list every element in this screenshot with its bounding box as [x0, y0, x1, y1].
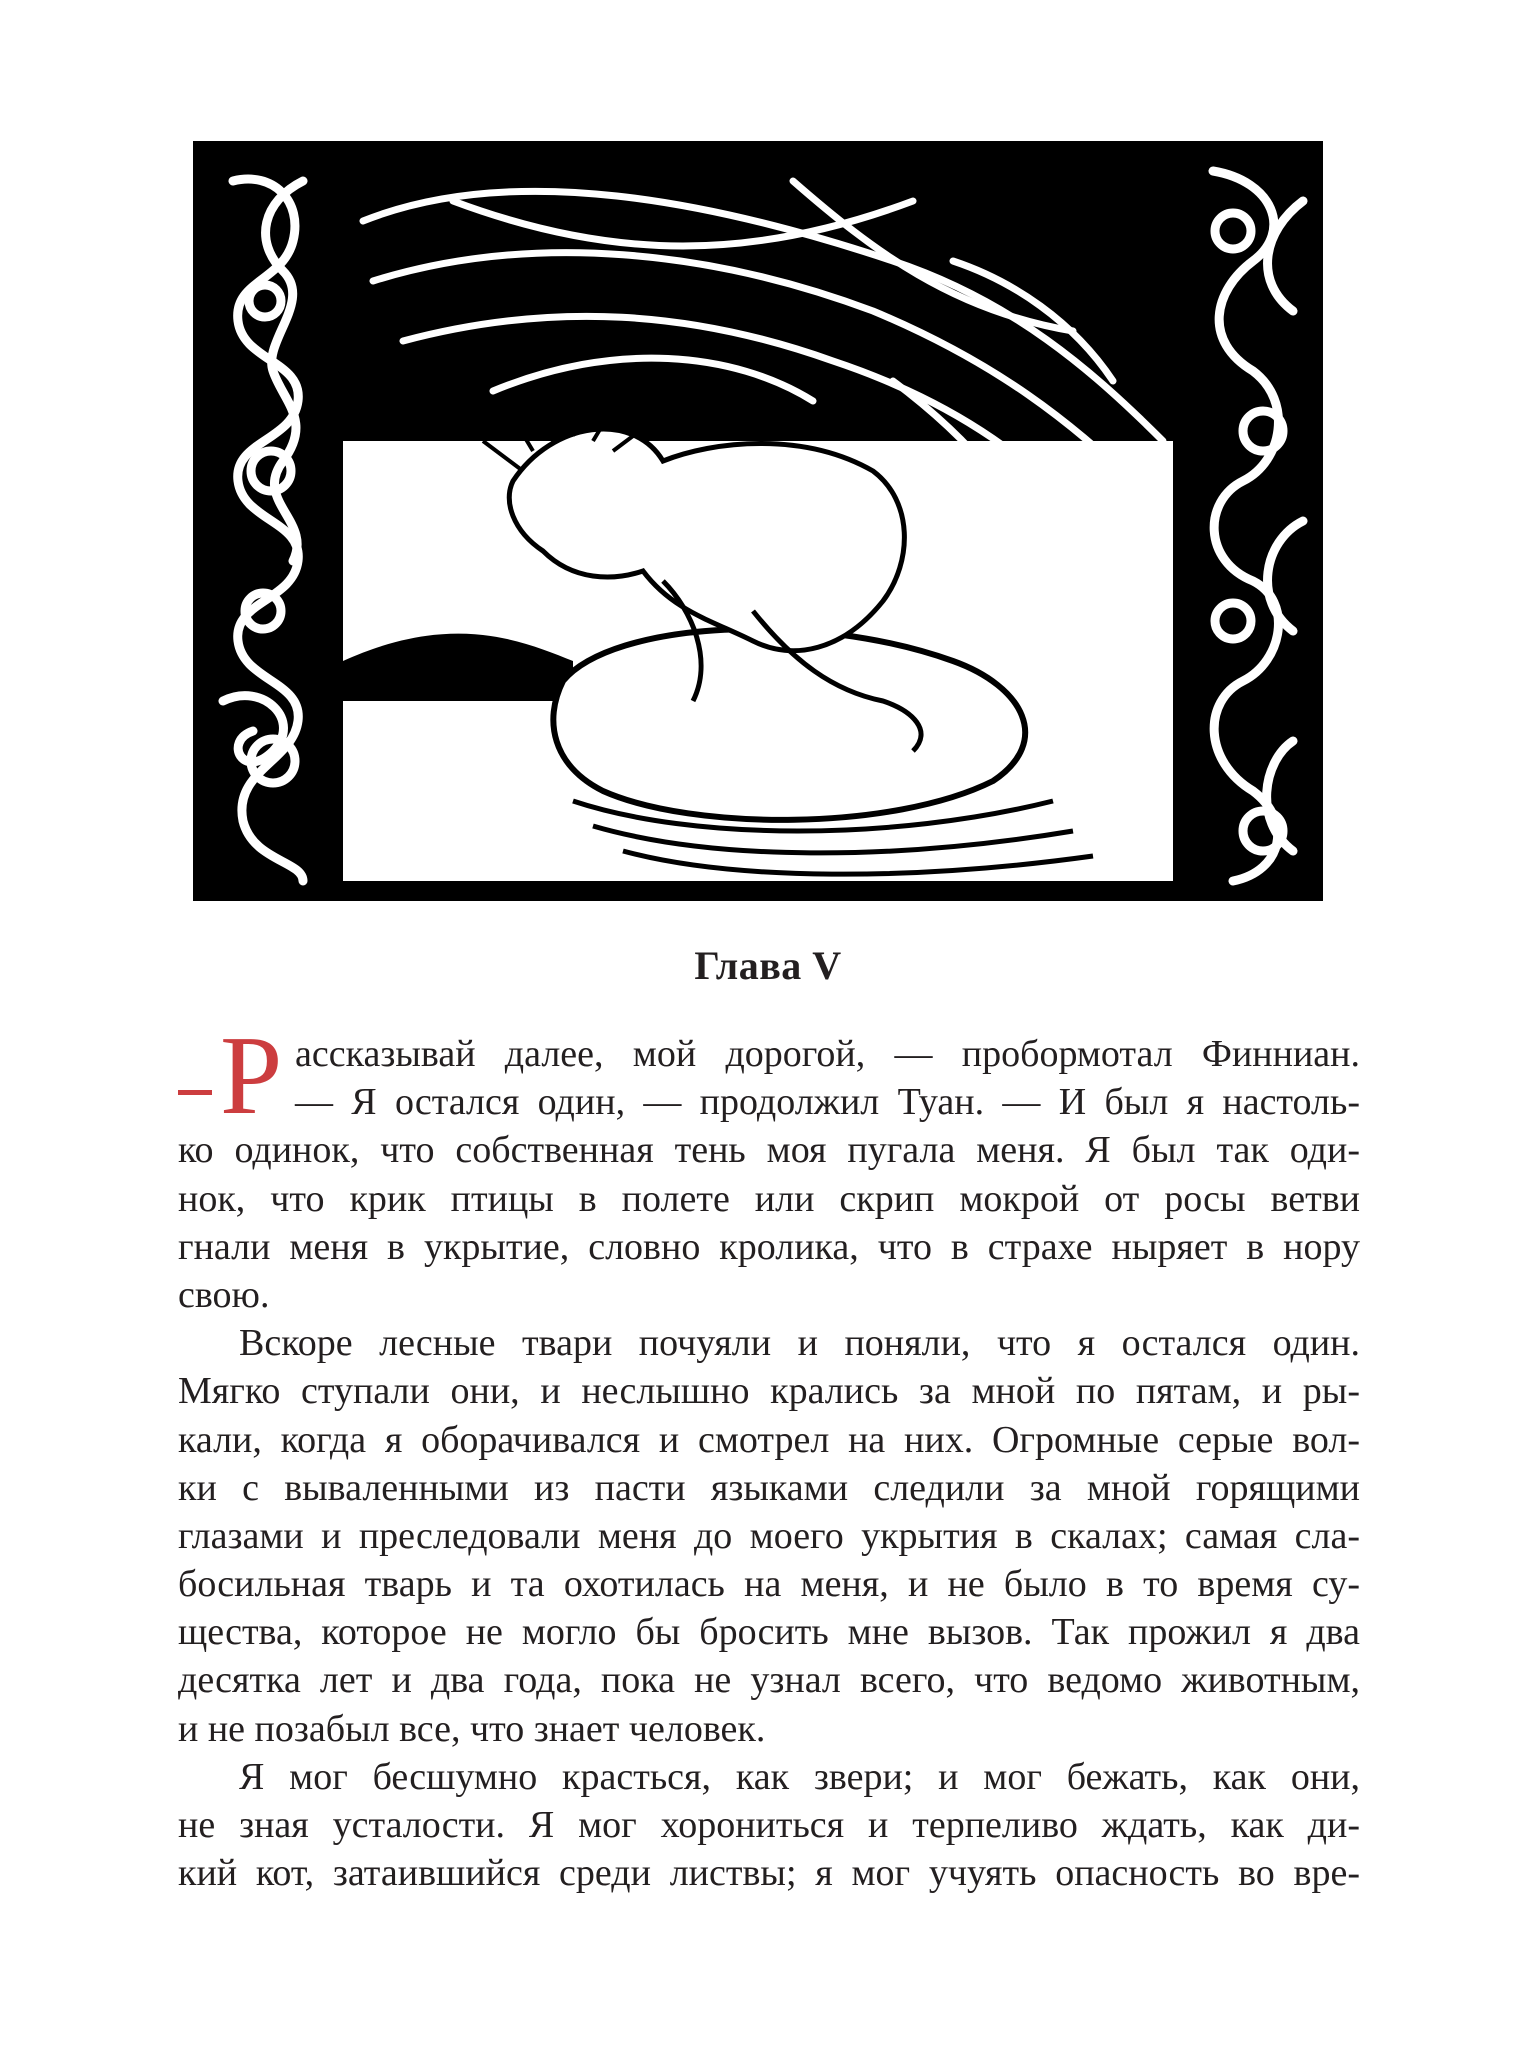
text-line: кали, когда я оборачивался и смотрел на них. Огромные серые вол- [178, 1418, 1360, 1461]
text-line: кий кот, затаившийся среди листвы; я мог учуять опасность во вре- [178, 1852, 1360, 1895]
chapter-illustration [193, 141, 1323, 901]
text-line: Мягко ступали они, и неслышно крались за мной по пятам, и ры- [178, 1370, 1360, 1413]
text-line: ассказывай далее, мой дорогой, — пробормотал Финниан. [295, 1033, 1360, 1075]
text-line: свою. [178, 1273, 270, 1316]
text-line: щества, которое не могло бы бросить мне вызов. Так прожил я два [178, 1611, 1360, 1654]
celtic-knotwork-woodcut-icon [193, 141, 1323, 901]
text-line: ко одинок, что собственная тень моя пугала меня. Я был так оди- [178, 1129, 1360, 1172]
text-line: ки с вываленными из пасти языками следили за мной горящими [178, 1466, 1360, 1509]
body-text [178, 1014, 1360, 1897]
text-line: Вскоре лесные твари почуяли и поняли, что я остался один. [239, 1322, 1360, 1365]
text-line: нок, что крик птицы в полете или скрип мокрой от росы ветви [178, 1177, 1360, 1220]
text-line: глазами и преследовали меня до моего укрытия в скалах; самая сла- [178, 1514, 1360, 1557]
text-line: не зная усталости. Я мог хорониться и терпеливо ждать, как ди- [178, 1804, 1360, 1846]
paragraph-2 [178, 1319, 1360, 1753]
text-line: гнали меня в укрытие, словно кролика, что в страхе ныряет в нору [178, 1225, 1360, 1268]
chapter-title: Глава V [694, 943, 842, 988]
text-line: — Я остался один, — продолжил Туан. — И был я настоль- [295, 1081, 1360, 1124]
paragraph-1 [178, 1030, 1360, 1319]
text-line: Я мог бесшумно красться, как звери; и мог бежать, как они, [239, 1755, 1360, 1798]
text-line: и не позабыл все, что знает человек. [178, 1707, 766, 1750]
text-line: десятка лет и два года, пока не узнал всего, что ведомо животным, [178, 1659, 1360, 1702]
drop-cap-dash [178, 1090, 212, 1095]
paragraph-3 [178, 1753, 1360, 1898]
text-line: босильная тварь и та охотилась на меня, и не было в то время су- [178, 1563, 1360, 1606]
drop-cap-letter: Р [220, 1014, 283, 1138]
